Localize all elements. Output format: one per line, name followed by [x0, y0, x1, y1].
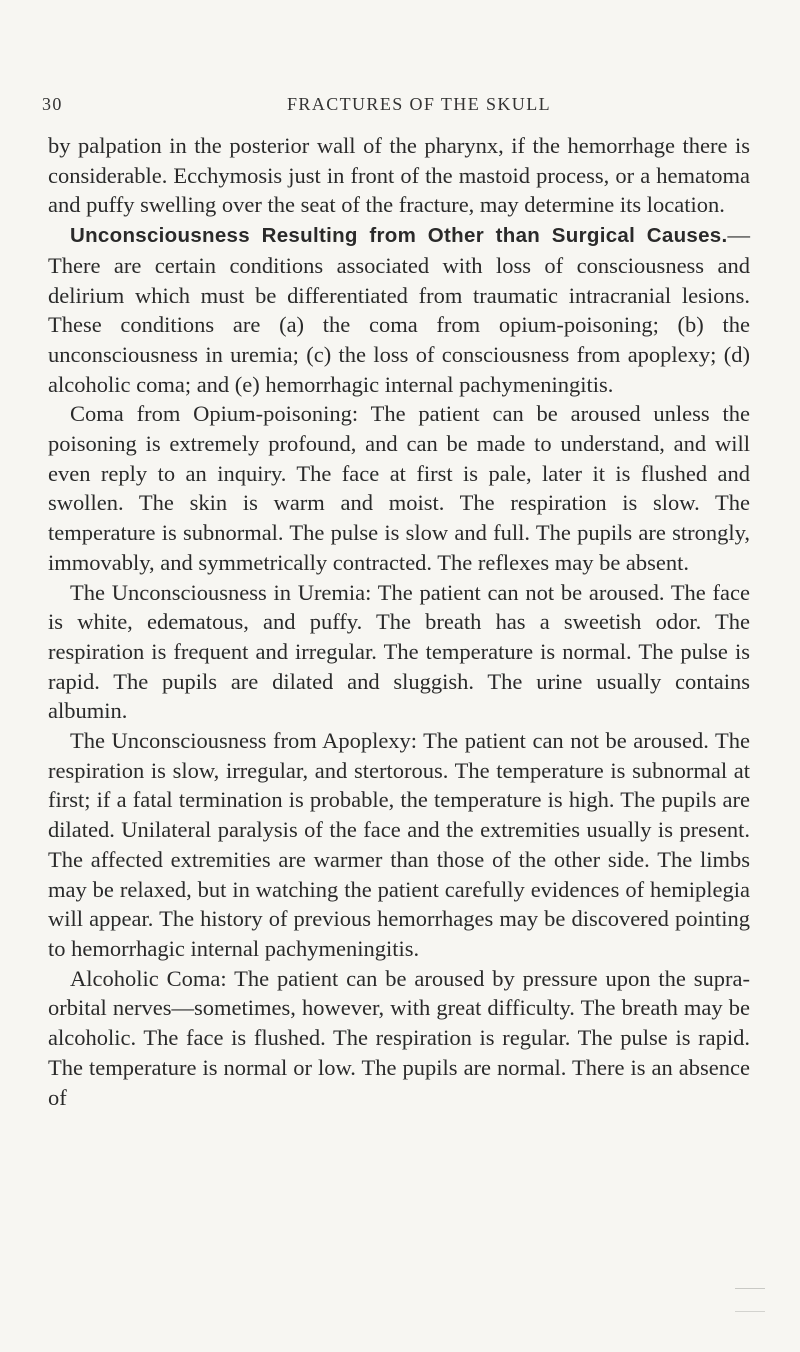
paragraph-uremia: The Unconsciousness in Uremia: The patient can not be aroused. The face is white, edematous, and puffy. The breath has a sweetish odor. The respiration is frequent and irregular. The temperature is normal. The pulse is rapid. The pupils are dilated and sluggish. The urine usually contains albumin.: [48, 579, 750, 724]
scan-artifact: [735, 1288, 765, 1312]
paragraph-continued: by palpation in the posterior wall of the pharynx, if the hemorrhage there is considerable. Ecchymosis just in front of the mastoid process, or a hematoma and puffy swelling over the seat of the fracture, may determine its location.: [48, 133, 750, 218]
section-heading: Unconsciousness Resulting from Other than Surgical Causes.: [70, 224, 728, 248]
paragraph-opium-poisoning: Coma from Opium-poisoning: The patient can be aroused unless the poisoning is extremely profound, and can be made to understand, and will even reply to an inquiry. The face at first is pale, later it is flushed and swollen. The skin is warm and moist. The respiration is slow. The temperature is subnormal. The pulse is slow and full. The pupils are strongly, immovably, and symmetrically contracted. The reflexes may be absent.: [48, 401, 750, 575]
page-number: 30: [42, 94, 63, 114]
paragraph-unconsciousness-causes: [48, 220, 750, 399]
paragraph-alcoholic-coma: Alcoholic Coma: The patient can be aroused by pressure upon the supra-orbital nerves—sometimes, however, with great difficulty. The breath may be alcoholic. The face is flushed. The respiration is regular. The pulse is rapid. The temperature is normal or low. The pupils are normal. There is an absence of: [48, 965, 750, 1110]
paragraph-apoplexy: The Unconsciousness from Apoplexy: The patient can not be aroused. The respiration is slow, irregular, and stertorous. The temperature is subnormal at first; if a fatal termination is probable, the temperature is high. The pupils are dilated. Unilateral paralysis of the face and the extremities usually is present. The affected extremities are warmer than those of the other side. The limbs may be relaxed, but in watching the patient carefully evidences of hemiplegia will appear. The history of previous hemorrhages may be discovered pointing to hemorrhagic internal pachymeningitis.: [48, 728, 750, 961]
body-text: [48, 131, 750, 1112]
running-title: FRACTURES OF THE SKULL: [287, 94, 552, 114]
paragraph-text: —There are certain conditions associated with loss of consciousness and delirium which must be differentiated from traumatic intracranial lesions. These conditions are (a) the coma from opium-poisoning; (b) the unconsciousness in uremia; (c) the loss of consciousness from apoplexy; (d) alcoholic coma; and (e) hemorrhagic internal pachymeningitis.: [48, 222, 750, 397]
